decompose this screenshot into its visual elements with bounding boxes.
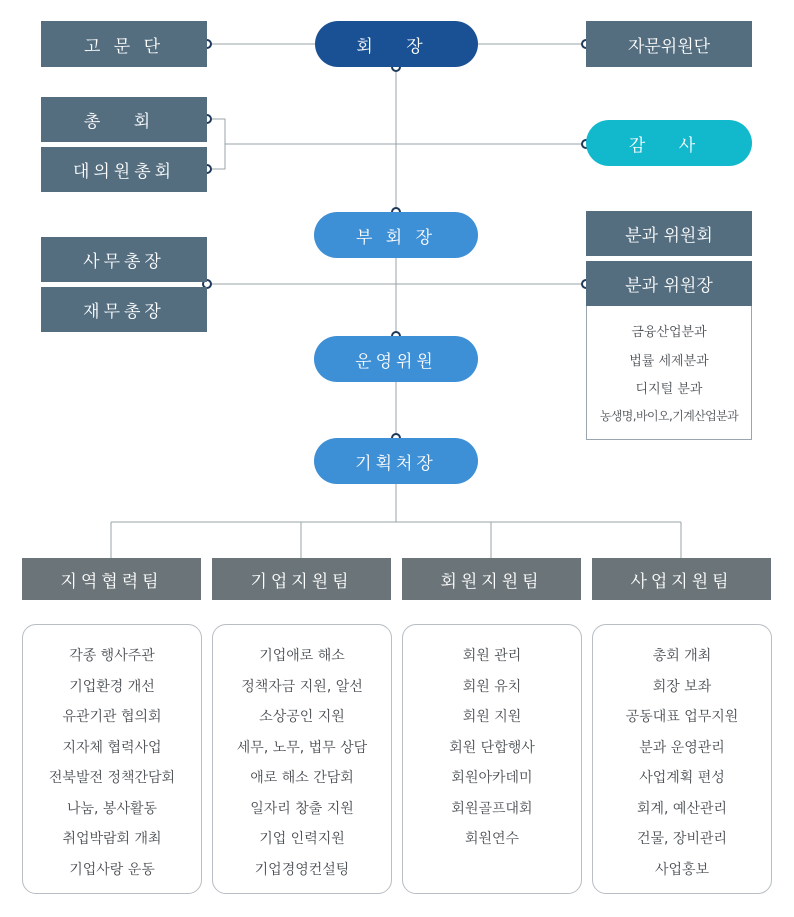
steering-committee-label: 운영위원 <box>355 351 437 372</box>
task-item: 기업경영컨설팅 <box>254 861 350 878</box>
task-item: 사업홍보 <box>654 861 710 878</box>
steering-committee-box <box>314 336 478 382</box>
planning-director-box <box>314 438 478 484</box>
vice-chairman-box <box>314 212 478 258</box>
task-item: 정책자금 지원, 알선 <box>241 678 363 695</box>
division-item: 디지털 분과 <box>635 382 703 398</box>
planning-director-label: 기획처장 <box>355 453 437 474</box>
task-item: 공동대표 업무지원 <box>625 709 739 725</box>
task-item: 취업박람회 개최 <box>62 831 162 847</box>
task-item: 회원 관리 <box>462 648 522 664</box>
task-item: 일자리 창출 지원 <box>250 800 354 817</box>
team-card-member-support <box>402 624 582 894</box>
task-item: 기업 인력지원 <box>259 831 345 847</box>
vice-chairman-label: 부 회 장 <box>355 227 437 248</box>
division-item: 금융산업분과 <box>631 325 707 341</box>
team-header-regional <box>22 558 201 600</box>
task-item: 회장 보좌 <box>652 678 712 695</box>
secretary-general-box <box>41 237 207 282</box>
auditor-box <box>586 120 752 166</box>
task-item: 회원골프대회 <box>451 800 533 817</box>
team-card-business-support <box>212 624 392 894</box>
task-item: 분과 운영관리 <box>639 739 725 756</box>
task-item: 각종 행사주관 <box>69 648 155 664</box>
task-item: 회원 단합행사 <box>449 739 535 756</box>
task-item: 나눔, 봉사활동 <box>66 800 158 817</box>
team-name: 회원지원팀 <box>440 571 543 592</box>
task-item: 회계, 예산관리 <box>636 800 728 817</box>
advisory-committee-box <box>586 21 752 67</box>
task-item: 회원 유치 <box>462 678 522 695</box>
task-item: 전북발전 정책간담회 <box>48 770 176 786</box>
general-assembly-label: 총 회 <box>83 112 165 132</box>
team-card-regional <box>22 624 202 894</box>
division-item: 농생명,바이오,기계산업분과 <box>599 408 739 423</box>
task-item: 소상공인 지원 <box>259 709 345 725</box>
auditor-label: 감 사 <box>628 135 710 156</box>
task-item: 사업계획 편성 <box>639 770 725 786</box>
task-item: 회원연수 <box>464 831 520 847</box>
chairman-label: 회 장 <box>356 36 437 57</box>
task-item: 기업애로 해소 <box>259 648 345 664</box>
task-item: 세무, 노무, 법무 상담 <box>236 739 368 756</box>
task-item: 기업환경 개선 <box>69 678 155 695</box>
team-card-operations <box>592 624 772 894</box>
task-item: 지자체 협력사업 <box>62 739 162 756</box>
task-item: 회원아카데미 <box>451 770 533 786</box>
task-item: 기업사랑 운동 <box>69 861 155 878</box>
advisors-box <box>41 21 207 67</box>
advisors-label: 고 문 단 <box>83 36 165 57</box>
chairman-box <box>315 21 478 67</box>
team-header-operations <box>592 558 771 600</box>
division-list <box>586 306 752 440</box>
delegates-assembly-label: 대의원총회 <box>72 162 176 182</box>
team-name: 지역협력팀 <box>60 571 163 592</box>
division-chair-label: 분과 위원장 <box>625 276 713 296</box>
team-header-business-support <box>212 558 391 600</box>
team-name: 사업지원팀 <box>630 571 733 592</box>
task-item: 애로 해소 간담회 <box>250 770 354 786</box>
delegates-assembly-box <box>41 147 207 192</box>
secretary-general-label: 사무총장 <box>83 252 165 272</box>
finance-secretary-label: 재무총장 <box>83 302 165 322</box>
task-item: 건물, 장비관리 <box>636 831 728 847</box>
task-item: 회원 지원 <box>462 709 522 725</box>
task-item: 총회 개최 <box>652 648 712 664</box>
division-committee-label: 분과 위원회 <box>625 226 713 246</box>
advisory-committee-label: 자문위원단 <box>627 36 711 57</box>
finance-secretary-box <box>41 287 207 332</box>
general-assembly-box <box>41 97 207 142</box>
team-header-member-support <box>402 558 581 600</box>
division-chair-box <box>586 261 752 306</box>
division-item: 법률 세제분과 <box>629 353 709 369</box>
division-committee-box <box>586 211 752 256</box>
task-item: 유관기관 협의회 <box>62 709 162 725</box>
team-name: 기업지원팀 <box>250 571 353 592</box>
